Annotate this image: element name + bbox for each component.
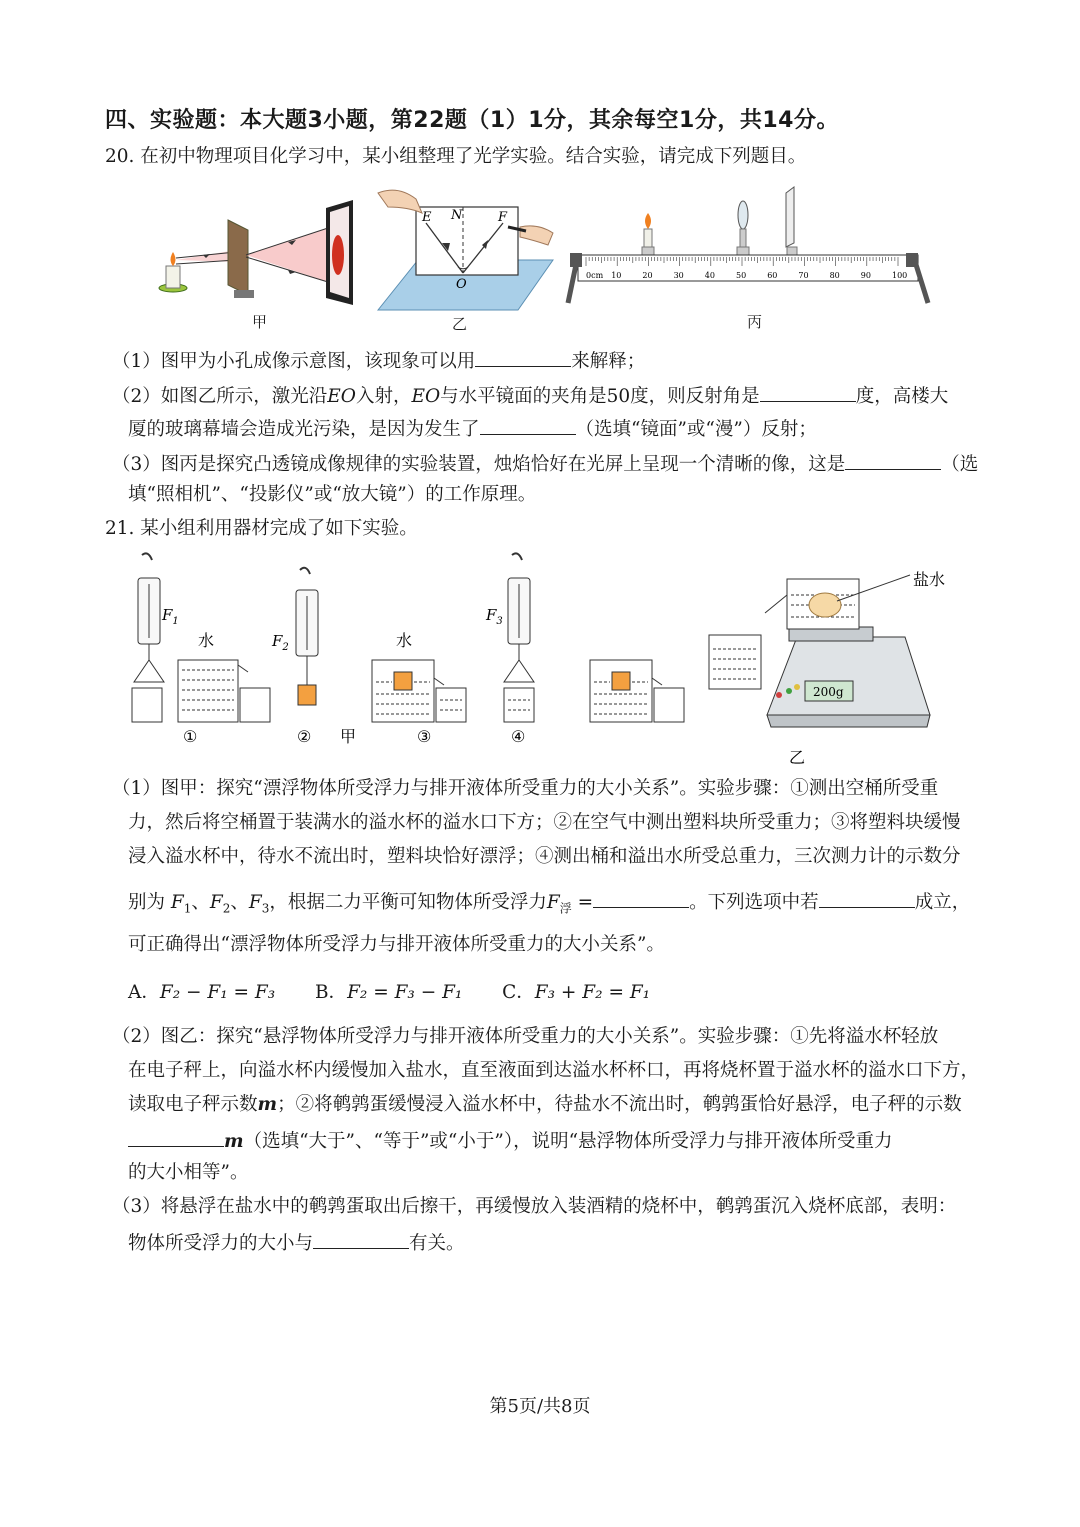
q21-part1-line4: 别为 $F_1$、$F_2$、$F_3$，根据二力平衡可知物体所受浮力$F_浮$ = 。下列选项中若 成立， xyxy=(128,887,970,922)
spring-scale-2 xyxy=(296,568,318,705)
letter-F: F xyxy=(498,210,508,225)
svg-text:水: 水 xyxy=(396,631,413,650)
section-title: 四、实验题：本大题3小题，第22题（1）1分，其余每空1分，共14分。 xyxy=(105,108,839,133)
q20-part1: （1）图甲为小孔成像示意图，该现象可以用 来解释； xyxy=(112,346,645,375)
svg-text:甲: 甲 xyxy=(340,727,357,746)
svg-text:200g: 200g xyxy=(813,685,844,699)
svg-text:F1: $F_1$ xyxy=(162,606,179,627)
spring-scale-1 xyxy=(132,553,164,722)
ruler-label: 10 xyxy=(611,271,622,280)
q20-part2-line2: 厦的玻璃幕墙会造成光污染，是因为发生了 （选填“镜面”或“漫”）反射； xyxy=(128,414,817,443)
ruler-label: 100 xyxy=(892,271,908,280)
pinhole-figure xyxy=(148,200,363,310)
q21-part2-line5: 的大小相等”。 xyxy=(128,1162,249,1183)
q21-part2-line4: m（选填“大于”、“等于”或“小于”），说明“悬浮物体所受浮力与排开液体所受重力 xyxy=(128,1126,893,1155)
electronic-scale-figure xyxy=(705,565,965,767)
q20-part2-line1: （2）如图乙所示，激光沿EO入射，EO与水平镜面的夹角是50度，则反射角是 度，高楼大 xyxy=(112,381,948,410)
buoyancy-figure-jia xyxy=(120,550,700,750)
ruler-label: 0cm xyxy=(586,271,604,280)
answer-blank[interactable] xyxy=(313,1228,409,1249)
svg-text:F3: $F_3$ xyxy=(486,606,503,627)
q20-part3-line2: 填“照相机”、“投影仪”或“放大镜”）的工作原理。 xyxy=(128,484,537,505)
q21-part1-line2: 力，然后将空桶置于装满水的溢水杯的溢水口下方；②在空气中测出塑料块所受重力；③将塑料块缓慢 xyxy=(128,812,961,833)
svg-text:乙: 乙 xyxy=(789,748,806,767)
ruler-label: 70 xyxy=(798,271,809,280)
q21-stem: 21. 某小组利用器材完成了如下实验。 xyxy=(105,518,418,539)
answer-blank[interactable] xyxy=(845,449,941,470)
svg-text:F2: $F_2$ xyxy=(272,632,289,653)
q21-part3-line2: 物体所受浮力的大小与 有关。 xyxy=(128,1228,465,1257)
page-footer: 第5页/共8页 xyxy=(489,1396,591,1417)
svg-text:②: ② xyxy=(297,727,312,746)
ruler-label: 90 xyxy=(860,271,871,280)
letter-E: E xyxy=(422,210,432,225)
svg-text:③: ③ xyxy=(417,727,432,746)
ruler-label: 80 xyxy=(829,271,840,280)
answer-blank[interactable] xyxy=(475,346,571,367)
fig-label-yi: 乙 xyxy=(452,315,468,333)
ruler-label: 30 xyxy=(673,271,684,280)
fig-label-bing: 丙 xyxy=(747,313,763,331)
q21-options: A．F₂ − F₁ = F₃ B．F₂ = F₃ − F₁ C．F₃ + F₂ = F₁ xyxy=(128,982,651,1003)
answer-blank[interactable] xyxy=(819,887,915,908)
fig-label-jia: 甲 xyxy=(252,313,268,331)
svg-text:④: ④ xyxy=(511,727,526,746)
ruler-label: 50 xyxy=(736,271,747,280)
q21-part1-line3: 浸入溢水杯中，待水不流出时，塑料块恰好漂浮；④测出桶和溢出水所受总重力，三次测力计的示数分 xyxy=(128,846,961,867)
q20-part3-line1: （3）图丙是探究凸透镜成像规律的实验装置，烛焰恰好在光屏上呈现一个清晰的像，这是 （选 xyxy=(112,449,978,478)
letter-N: N xyxy=(451,208,463,223)
spring-scale-3 xyxy=(504,553,534,722)
ruler-label: 20 xyxy=(642,271,653,280)
q21-part2-line3: 读取电子秤示数m；②将鹌鹑蛋缓慢浸入溢水杯中，待盐水不流出时，鹌鹑蛋恰好悬浮，电子秤的示数 xyxy=(128,1094,962,1115)
svg-text:①: ① xyxy=(183,727,198,746)
ruler-label: 60 xyxy=(767,271,778,280)
q21-part3-line1: （3）将悬浮在盐水中的鹌鹑蛋取出后擦干，再缓慢放入装酒精的烧杯中，鹌鹑蛋沉入烧杯底部，表明： xyxy=(112,1196,957,1217)
answer-blank[interactable] xyxy=(593,887,689,908)
answer-blank[interactable] xyxy=(480,414,576,435)
svg-text:水: 水 xyxy=(198,631,215,650)
reflection-figure xyxy=(378,185,558,315)
answer-blank[interactable] xyxy=(128,1126,224,1147)
q21-part2-line1: （2）图乙：探究“悬浮物体所受浮力与排开液体所受重力的大小关系”。实验步骤：①先将溢水杯轻放 xyxy=(112,1026,939,1047)
optical-bench-figure xyxy=(568,185,933,310)
letter-O: O xyxy=(456,277,467,292)
ruler-label: 40 xyxy=(704,271,715,280)
answer-blank[interactable] xyxy=(760,381,856,402)
q21-part2-line2: 在电子秤上，向溢水杯内缓慢加入盐水，直至液面到达溢水杯杯口，再将烧杯置于溢水杯的溢水口下方， xyxy=(128,1060,980,1081)
q21-part1-line1: （1）图甲：探究“漂浮物体所受浮力与排开液体所受重力的大小关系”。实验步骤：①测出空桶所受重 xyxy=(112,778,939,799)
q20-stem: 20. 在初中物理项目化学习中，某小组整理了光学实验。结合实验，请完成下列题目。 xyxy=(105,146,807,167)
q21-part1-line5: 可正确得出“漂浮物体所受浮力与排开液体所受重力的大小关系”。 xyxy=(128,934,665,955)
svg-text:盐水: 盐水 xyxy=(913,570,946,589)
